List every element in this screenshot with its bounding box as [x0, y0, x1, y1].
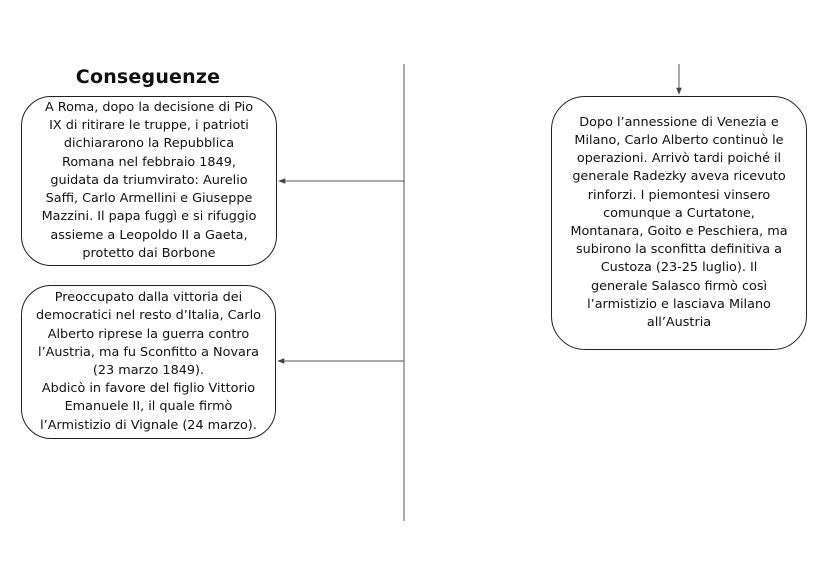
novara-defeat-text: Preoccupato dalla vittoria dei democratici nel resto d’Italia, Carlo Alberto riprese la guerra contro l’Austria, ma fu Sconfitto a Novara (23 marzo 1849). Abdicò in favore del figlio Vittorio Emanuele II, il quale firmò l’Armistizio di Vignale (24 marzo). — [35, 290, 262, 433]
annexation-text: Dopo l’annessione di Venezia e Milano, Carlo Alberto continuò le operazioni. Arrivò tardi poiché il generale Radezky aveva ricevuto rinforzi. I piemontesi vinsero comunque a Curtatone, Montanara, Goito e Peschiera, ma subirono la sconfitta definitiva a Custoza (23-25 luglio). Il generale Salasco firmò così l’armistizio e lasciava Milano all’Austria — [570, 114, 788, 331]
rome-republic-box — [21, 96, 277, 266]
novara-defeat-box — [21, 285, 276, 439]
annexation-box — [551, 96, 807, 350]
rome-republic-text: A Roma, dopo la decisione di Pio IX di ritirare le truppe, i patrioti dichiararono la Repubblica Romana nel febbraio 1849, guidata da triumvirato: Aurelio Saffi, Carlo Armellini e Giuseppe Mazzini. Il papa fuggì e si rifuggio assieme a Leopoldo II a Gaeta, protetto dai Borbone — [41, 100, 257, 261]
heading-conseguenze: Conseguenze — [75, 66, 221, 88]
